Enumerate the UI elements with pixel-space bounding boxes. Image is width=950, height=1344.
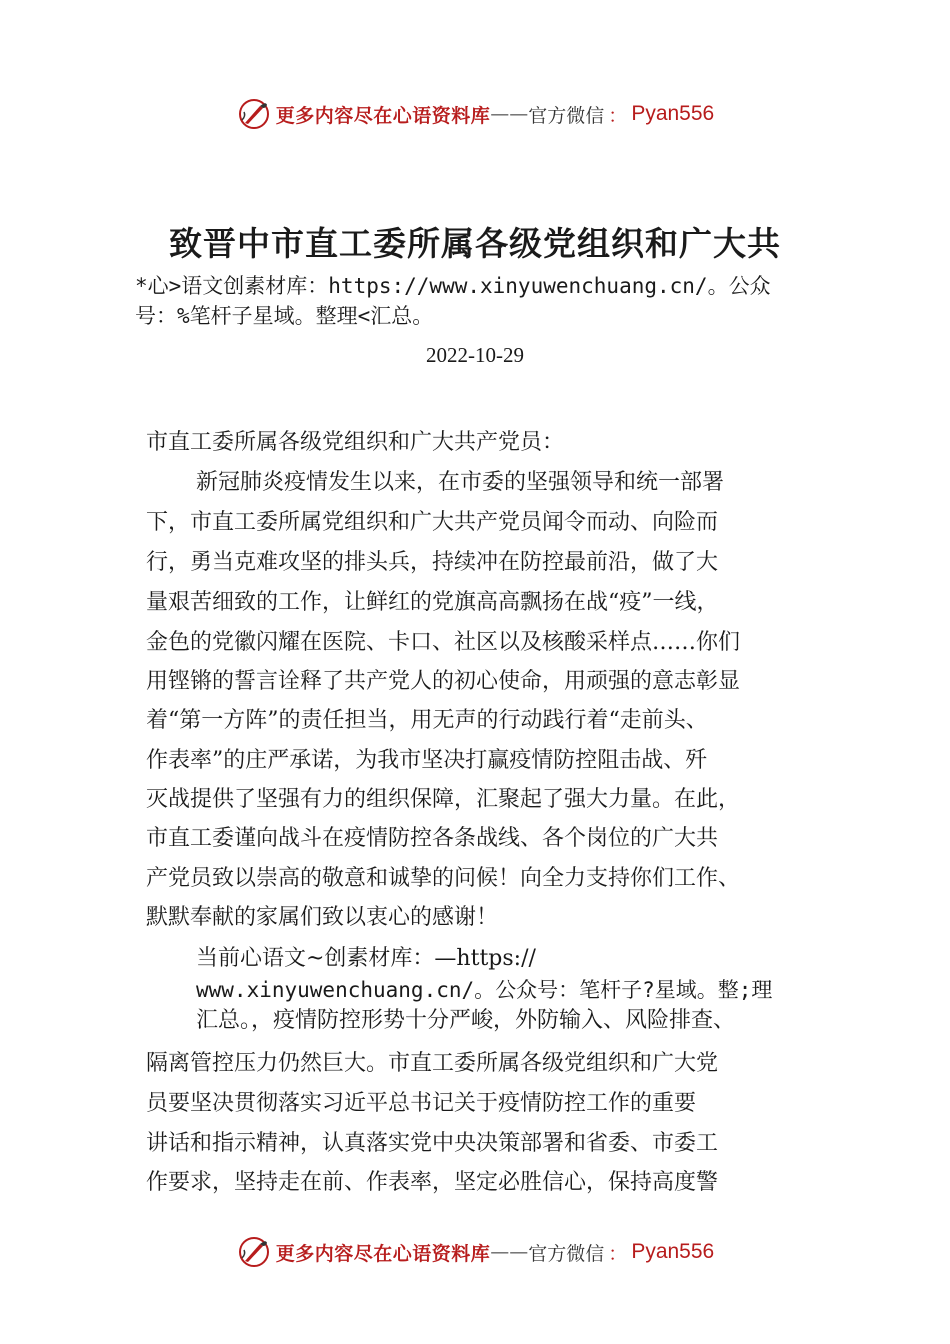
paragraph-line: 当前心语文~创素材库：—https://	[196, 946, 536, 971]
paragraph-line: www.xinyuwenchuang.cn/。公众号：笔杆子?星域。整;理	[196, 978, 773, 1002]
paragraph-line: 市直工委谨向战斗在疫情防控各条战线、各个岗位的广大共	[146, 826, 719, 851]
banner-text: 更多内容尽在心语资料库	[275, 104, 491, 127]
paragraph-line: 灭战提供了坚强有力的组织保障，汇聚起了强大力量。在此，	[146, 787, 741, 812]
watermark-line: 号：%笔杆子星域。整理<汇总。	[135, 304, 434, 328]
paragraph-line: 作要求，坚持走在前、作表率，坚定必胜信心，保持高度警	[146, 1170, 719, 1195]
quill-logo-icon	[236, 96, 272, 132]
banner-separator: ——	[490, 1241, 529, 1263]
paragraph-line: 员要坚决贯彻落实习近平总书记关于疫情防控工作的重要	[146, 1091, 697, 1116]
banner-colon: ：	[608, 104, 628, 127]
salutation: 市直工委所属各级党组织和广大共产党员：	[146, 430, 565, 455]
paragraph-line: 量艰苦细致的工作，让鲜红的党旗高高飘扬在战“疫”一线，	[146, 590, 719, 615]
paragraph-line: 隔离管控压力仍然巨大。市直工委所属各级党组织和广大党	[146, 1051, 719, 1076]
document-title: 致晋中市直工委所属各级党组织和广大共	[169, 224, 781, 263]
paragraph-line: 讲话和指示精神，认真落实党中央决策部署和省委、市委工	[146, 1131, 719, 1156]
paragraph-line: 汇总。，疫情防控形势十分严峻，外防输入、风险排查、	[196, 1008, 736, 1033]
banner-separator: ——	[490, 103, 529, 125]
quill-logo-icon	[236, 1234, 272, 1270]
paragraph-line: 行，勇当克难攻坚的排头兵，持续冲在防控最前沿，做了大	[146, 550, 719, 575]
paragraph-line: 作表率”的庄严承诺，为我市坚决打赢疫情防控阻击战、歼	[146, 748, 708, 773]
banner-wechat-id: Pyan556	[631, 102, 715, 125]
banner-wechat-id: Pyan556	[631, 1240, 715, 1263]
paragraph-line: 新冠肺炎疫情发生以来，在市委的坚强领导和统一部署	[196, 470, 725, 495]
watermark-line: *心>语文创素材库：https://www.xinyuwenchuang.cn/。公众	[135, 274, 771, 298]
paragraph-line: 默默奉献的家属们致以衷心的感谢！	[146, 905, 499, 930]
banner-wechat-label: 官方微信	[528, 1242, 605, 1265]
banner-text: 更多内容尽在心语资料库	[275, 1242, 491, 1265]
paragraph-line: 产党员致以崇高的敬意和诚挚的问候！向全力支持你们工作、	[146, 866, 741, 891]
document-date: 2022-10-29	[426, 343, 524, 367]
paragraph-line: 金色的党徽闪耀在医院、卡口、社区以及核酸采样点……你们	[146, 630, 741, 655]
footer-banner	[0, 1230, 950, 1274]
paragraph-line: 着“第一方阵”的责任担当，用无声的行动践行着“走前头、	[146, 708, 708, 733]
paragraph-line: 下，市直工委所属党组织和广大共产党员闻令而动、向险而	[146, 510, 719, 535]
header-banner	[0, 92, 950, 136]
banner-wechat-label: 官方微信	[528, 104, 605, 127]
paragraph-line: 用铿锵的誓言诠释了共产党人的初心使命，用顽强的意志彰显	[146, 669, 741, 694]
banner-colon: ：	[608, 1242, 628, 1265]
